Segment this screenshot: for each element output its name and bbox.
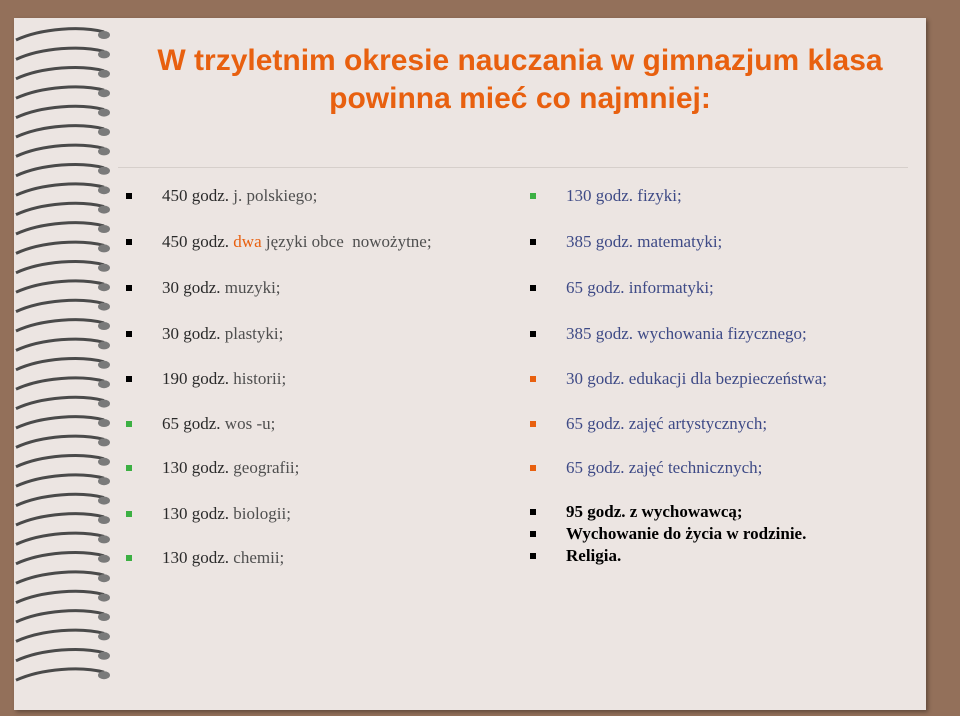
square-bullet-icon xyxy=(126,285,132,291)
hours: 65 godz. xyxy=(162,414,221,433)
spiral-ring xyxy=(16,126,104,137)
spiral-ring xyxy=(16,106,104,117)
spiral-hole xyxy=(98,109,110,117)
subject-name: zajęć technicznych; xyxy=(624,458,763,477)
spiral-ring xyxy=(16,669,104,680)
spiral-ring xyxy=(16,397,104,408)
spiral-ring xyxy=(16,262,104,273)
list-item xyxy=(566,232,722,252)
list-item xyxy=(162,504,291,524)
list-item xyxy=(162,232,432,252)
list-item xyxy=(566,278,714,298)
hours: 190 godz. xyxy=(162,369,230,388)
spiral-ring xyxy=(16,165,104,176)
hours: 130 godz. xyxy=(162,504,230,523)
hours: 30 godz. xyxy=(566,369,625,388)
spiral-ring xyxy=(16,223,104,234)
square-bullet-icon xyxy=(530,285,536,291)
title-line-1: W trzyletnim okresie nauczania w gimnazjum klasa xyxy=(157,44,883,77)
square-bullet-icon xyxy=(530,531,536,537)
subject-name: j. polskiego; xyxy=(229,186,318,205)
spiral-ring xyxy=(16,339,104,350)
subject-name: do życia w rodzinie. xyxy=(658,524,807,543)
spiral-hole xyxy=(98,303,110,311)
title-line-2: powinna mieć co najmniej: xyxy=(329,82,711,115)
spiral-hole xyxy=(98,497,110,505)
spiral-hole xyxy=(98,206,110,214)
hours: 385 godz. xyxy=(566,232,634,251)
spiral-ring xyxy=(16,650,104,661)
spiral-ring xyxy=(16,87,104,98)
subject-name: informatyki; xyxy=(624,278,714,297)
spiral-hole xyxy=(98,574,110,582)
list-item xyxy=(566,414,767,434)
spiral-ring xyxy=(16,436,104,447)
subject-name: wychowania fizycznego; xyxy=(633,324,807,343)
spiral-ring xyxy=(16,242,104,253)
spiral-ring xyxy=(16,68,104,79)
spiral-ring xyxy=(16,320,104,331)
slide-title xyxy=(120,42,920,118)
spiral-ring xyxy=(16,145,104,156)
subject-name: fizyki; xyxy=(633,186,682,205)
spiral-hole xyxy=(98,361,110,369)
spiral-ring xyxy=(16,184,104,195)
hours: 130 godz. xyxy=(566,186,634,205)
square-bullet-icon xyxy=(530,509,536,515)
hours: 30 godz. xyxy=(162,278,221,297)
square-bullet-icon xyxy=(530,239,536,245)
subject-name: biologii; xyxy=(229,504,291,523)
square-bullet-icon xyxy=(126,465,132,471)
spiral-hole xyxy=(98,458,110,466)
spiral-ring xyxy=(16,475,104,486)
hours: 95 godz. xyxy=(566,502,626,521)
spiral-ring xyxy=(16,378,104,389)
spiral-hole xyxy=(98,535,110,543)
list-item xyxy=(162,369,286,389)
list-item xyxy=(566,186,682,206)
spiral-ring xyxy=(16,203,104,214)
subject-name: chemii; xyxy=(229,548,285,567)
list-item xyxy=(566,369,827,389)
hours: 450 godz. xyxy=(162,186,230,205)
spiral-hole xyxy=(98,31,110,39)
square-bullet-icon xyxy=(126,421,132,427)
spiral-hole xyxy=(98,594,110,602)
spiral-ring xyxy=(16,29,104,40)
spiral-hole xyxy=(98,244,110,252)
spiral-hole xyxy=(98,613,110,621)
hours: Wychowanie xyxy=(566,524,659,543)
spiral-hole xyxy=(98,89,110,97)
list-item xyxy=(162,278,281,298)
spiral-binding-icon xyxy=(12,22,112,682)
list-item xyxy=(162,414,275,434)
list-item xyxy=(566,502,743,522)
spiral-hole xyxy=(98,128,110,136)
square-bullet-icon xyxy=(126,555,132,561)
hours: Religia. xyxy=(566,546,622,565)
subject-name: matematyki; xyxy=(633,232,723,251)
list-item xyxy=(566,458,762,478)
hours: 130 godz. xyxy=(162,458,230,477)
spiral-hole xyxy=(98,652,110,660)
spiral-hole xyxy=(98,400,110,408)
spiral-hole xyxy=(98,50,110,58)
highlight-word: dwa xyxy=(229,232,262,251)
spiral-ring xyxy=(16,417,104,428)
hours: 30 godz. xyxy=(162,324,221,343)
square-bullet-icon xyxy=(530,331,536,337)
subject-name: historii; xyxy=(229,369,287,388)
hours: 130 godz. xyxy=(162,548,230,567)
subject-name: muzyki; xyxy=(220,278,281,297)
square-bullet-icon xyxy=(530,465,536,471)
square-bullet-icon xyxy=(530,193,536,199)
spiral-hole xyxy=(98,70,110,78)
square-bullet-icon xyxy=(530,553,536,559)
spiral-hole xyxy=(98,438,110,446)
square-bullet-icon xyxy=(530,421,536,427)
slide-paper xyxy=(14,18,926,710)
spiral-ring xyxy=(16,630,104,641)
square-bullet-icon xyxy=(530,376,536,382)
list-item xyxy=(566,546,621,566)
hours: 385 godz. xyxy=(566,324,634,343)
spiral-hole xyxy=(98,147,110,155)
subject-name: języki obce nowożytne; xyxy=(261,232,432,251)
list-item xyxy=(162,548,284,568)
spiral-ring xyxy=(16,48,104,59)
spiral-hole xyxy=(98,516,110,524)
spiral-ring xyxy=(16,281,104,292)
title-divider xyxy=(118,167,908,168)
spiral-hole xyxy=(98,632,110,640)
spiral-ring xyxy=(16,456,104,467)
spiral-ring xyxy=(16,553,104,564)
spiral-ring xyxy=(16,300,104,311)
spiral-hole xyxy=(98,322,110,330)
square-bullet-icon xyxy=(126,239,132,245)
spiral-hole xyxy=(98,477,110,485)
subject-name: plastyki; xyxy=(220,324,284,343)
spiral-ring xyxy=(16,359,104,370)
list-item xyxy=(162,324,283,344)
spiral-ring xyxy=(16,572,104,583)
subject-name: z wychowawcą; xyxy=(625,502,743,521)
spiral-hole xyxy=(98,419,110,427)
spiral-ring xyxy=(16,514,104,525)
square-bullet-icon xyxy=(126,193,132,199)
list-item xyxy=(566,324,807,344)
list-item xyxy=(566,524,806,544)
square-bullet-icon xyxy=(126,511,132,517)
spiral-ring xyxy=(16,591,104,602)
hours: 450 godz. xyxy=(162,232,230,251)
subject-name: edukacji dla bezpieczeństwa; xyxy=(624,369,828,388)
spiral-hole xyxy=(98,341,110,349)
square-bullet-icon xyxy=(126,376,132,382)
spiral-ring xyxy=(16,533,104,544)
spiral-hole xyxy=(98,167,110,175)
subject-name: zajęć artystycznych; xyxy=(624,414,768,433)
subject-name: wos -u; xyxy=(220,414,276,433)
hours: 65 godz. xyxy=(566,278,625,297)
list-item xyxy=(162,458,299,478)
spiral-hole xyxy=(98,186,110,194)
spiral-hole xyxy=(98,380,110,388)
spiral-ring xyxy=(16,611,104,622)
subject-name: geografii; xyxy=(229,458,300,477)
hours: 65 godz. xyxy=(566,414,625,433)
spiral-hole xyxy=(98,225,110,233)
spiral-hole xyxy=(98,555,110,563)
spiral-hole xyxy=(98,264,110,272)
spiral-ring xyxy=(16,494,104,505)
hours: 65 godz. xyxy=(566,458,625,477)
list-item xyxy=(162,186,317,206)
square-bullet-icon xyxy=(126,331,132,337)
spiral-hole xyxy=(98,283,110,291)
spiral-hole xyxy=(98,671,110,679)
